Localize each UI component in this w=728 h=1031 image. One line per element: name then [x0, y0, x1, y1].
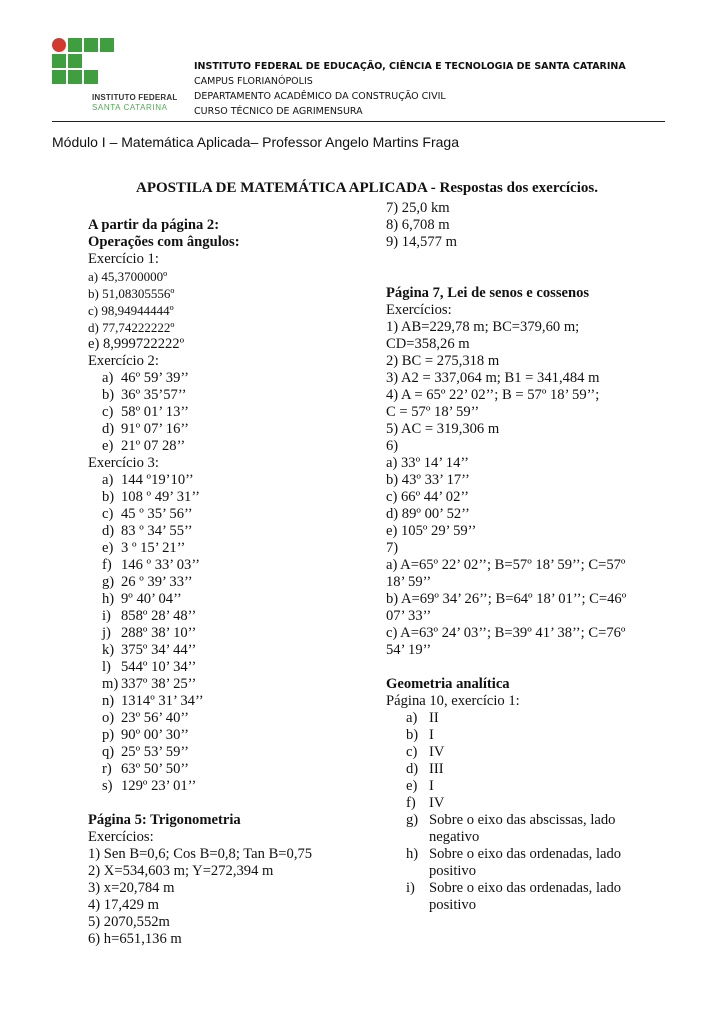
- item-text: 21º 07 28’’: [121, 438, 186, 454]
- answer-line: 2) BC = 275,318 m: [386, 353, 500, 369]
- list-item: [88, 710, 312, 727]
- answer-line: CD=358,26 m: [386, 336, 470, 352]
- list-item: [88, 540, 312, 557]
- item-text: IV: [429, 795, 445, 811]
- answer-line: e) 105º 29’ 59’’: [386, 523, 477, 539]
- right-column: [386, 200, 629, 914]
- answer-line: 1) AB=229,78 m; BC=379,60 m;: [386, 319, 580, 335]
- answer-line: e) 8,999722222º: [88, 336, 185, 352]
- item-marker: g): [102, 574, 115, 590]
- campus-name: CAMPUS FLORIANÓPOLIS: [194, 76, 313, 87]
- exercise-label: Exercício 3:: [88, 455, 159, 471]
- list-item: [88, 370, 312, 387]
- exercise-3-list: [88, 472, 312, 795]
- answer-line: 8) 6,708 m: [386, 217, 450, 233]
- list-item: [386, 880, 629, 914]
- answer-line: 3) A2 = 337,064 m; B1 = 341,484 m: [386, 370, 600, 386]
- item-marker: m): [102, 676, 119, 692]
- list-item: [386, 727, 629, 744]
- item-marker: j): [102, 625, 111, 641]
- item-marker: a): [102, 472, 114, 488]
- item-marker: a): [406, 710, 418, 726]
- item-text: 858º 28’ 48’’: [121, 608, 197, 624]
- answer-line: c) 98,94944444º: [88, 303, 174, 318]
- exercise-2-list: [88, 370, 312, 455]
- item-text: 144 º19’10’’: [121, 472, 194, 488]
- institution-logo: [52, 38, 152, 88]
- item-marker: p): [102, 727, 115, 743]
- exercise-reference: Página 10, exercício 1:: [386, 693, 520, 709]
- item-marker: d): [406, 761, 419, 777]
- list-item: [386, 744, 629, 761]
- list-item: [386, 761, 629, 778]
- item-text: 26 º 39’ 33’’: [121, 574, 193, 590]
- answer-line: 3) x=20,784 m: [88, 880, 175, 896]
- answer-line: b) 51,08305556º: [88, 286, 175, 301]
- list-item: [88, 523, 312, 540]
- item-marker: i): [406, 880, 415, 896]
- item-text: 90º 00’ 30’’: [121, 727, 190, 743]
- answer-line: 7): [386, 540, 399, 556]
- header-divider: [52, 121, 665, 122]
- logo-red-circle: [52, 38, 66, 52]
- item-marker: c): [102, 404, 114, 420]
- course-name: CURSO TÉCNICO DE AGRIMENSURA: [194, 106, 363, 117]
- item-text: II: [429, 710, 439, 726]
- item-text: 45 º 35’ 56’’: [121, 506, 193, 522]
- item-text: 46º 59’ 39’’: [121, 370, 190, 386]
- item-marker: d): [102, 421, 115, 437]
- item-text: I: [429, 727, 434, 743]
- item-marker: e): [102, 540, 114, 556]
- item-marker: c): [102, 506, 114, 522]
- list-item: [386, 778, 629, 795]
- item-text: 58º 01’ 13’’: [121, 404, 190, 420]
- section-heading: Operações com ângulos:: [88, 234, 240, 250]
- item-marker: e): [406, 778, 418, 794]
- item-text: 146 º 33’ 03’’: [121, 557, 200, 573]
- answer-line: 9) 14,577 m: [386, 234, 457, 250]
- item-text: 1314º 31’ 34’’: [121, 693, 204, 709]
- list-item: [88, 744, 312, 761]
- item-text: 544º 10’ 34’’: [121, 659, 197, 675]
- answer-line: 6) h=651,136 m: [88, 931, 182, 947]
- section-heading: Geometria analítica: [386, 676, 510, 692]
- law-answers-list: [386, 319, 629, 659]
- list-item: [88, 489, 312, 506]
- list-item: [88, 387, 312, 404]
- item-marker: e): [102, 438, 114, 454]
- item-text: IV: [429, 744, 445, 760]
- answer-line: 4) A = 65º 22’ 02’’; B = 57º 18’ 59’’;: [386, 387, 600, 403]
- item-marker: i): [102, 608, 111, 624]
- list-item: [88, 404, 312, 421]
- list-item: [88, 608, 312, 625]
- list-item: [88, 761, 312, 778]
- document-title: APOSTILA DE MATEMÁTICA APLICADA - Respostas dos exercícios.: [136, 180, 598, 196]
- module-line: Módulo I – Matemática Aplicada– Professor Angelo Martins Fraga: [52, 134, 459, 150]
- answer-line: 5) AC = 319,306 m: [386, 421, 500, 437]
- item-marker: a): [102, 370, 114, 386]
- item-marker: f): [406, 795, 416, 811]
- section-heading: Página 5: Trigonometria: [88, 812, 241, 828]
- answer-line: a) 33º 14’ 14’’: [386, 455, 470, 471]
- list-item: [88, 625, 312, 642]
- item-marker: d): [102, 523, 115, 539]
- answer-line: 6): [386, 438, 399, 454]
- item-text: 36º 35’57’’: [121, 387, 187, 403]
- geometry-answers-list: [386, 710, 629, 914]
- answer-line: C = 57º 18’ 59’’: [386, 404, 480, 420]
- answer-line: 4) 17,429 m: [88, 897, 159, 913]
- item-text: Sobre o eixo das ordenadas, lado positivo: [429, 880, 622, 913]
- item-text: Sobre o eixo das ordenadas, lado positivo: [429, 846, 622, 879]
- item-marker: b): [102, 387, 115, 403]
- institution-name: INSTITUTO FEDERAL DE EDUCAÇÃO, CIÊNCIA E TECNOLOGIA DE SANTA CATARINA: [194, 61, 626, 72]
- section-heading: Página 7, Lei de senos e cossenos: [386, 285, 590, 301]
- list-item: [88, 557, 312, 574]
- exercise-label: Exercício 1:: [88, 251, 159, 267]
- item-text: 288º 38’ 10’’: [121, 625, 197, 641]
- exercise-label: Exercício 2:: [88, 353, 159, 369]
- item-text: 3 º 15’ 21’’: [121, 540, 186, 556]
- list-item: [88, 659, 312, 676]
- logo-caption: [92, 93, 177, 113]
- list-item: [88, 591, 312, 608]
- exercises-label: Exercícios:: [88, 829, 154, 845]
- answer-line: c) 66º 44’ 02’’: [386, 489, 470, 505]
- answer-line: c) A=63º 24’ 03’’; B=39º 41’ 38’’; C=76º: [386, 625, 626, 641]
- institution-header: [194, 59, 626, 119]
- answer-line: 2) X=534,603 m; Y=272,394 m: [88, 863, 274, 879]
- answer-line: 5) 2070,552m: [88, 914, 170, 930]
- list-item: [88, 778, 312, 795]
- answer-line: d) 77,74222222º: [88, 320, 175, 335]
- answer-line: d) 89º 00’ 52’’: [386, 506, 470, 522]
- item-text: 375º 34’ 44’’: [121, 642, 197, 658]
- item-text: Sobre o eixo das abscissas, lado negativo: [429, 812, 616, 845]
- item-marker: o): [102, 710, 115, 726]
- item-marker: s): [102, 778, 113, 794]
- item-text: 108 º 49’ 31’’: [121, 489, 200, 505]
- item-marker: h): [406, 846, 419, 862]
- item-marker: f): [102, 557, 112, 573]
- item-marker: g): [406, 812, 419, 828]
- list-item: [88, 438, 312, 455]
- list-item: [386, 710, 629, 727]
- item-marker: q): [102, 744, 115, 760]
- item-marker: n): [102, 693, 115, 709]
- item-text: 337º 38’ 25’’: [121, 676, 197, 692]
- item-text: 25º 53’ 59’’: [121, 744, 190, 760]
- answer-line: 07’ 33’’: [386, 608, 432, 624]
- item-marker: c): [406, 744, 418, 760]
- answer-line: b) A=69º 34’ 26’’; B=64º 18’ 01’’; C=46º: [386, 591, 627, 607]
- answer-line: 54’ 19’’: [386, 642, 432, 658]
- item-text: 129º 23’ 01’’: [121, 778, 197, 794]
- item-marker: b): [102, 489, 115, 505]
- list-item: [88, 421, 312, 438]
- item-text: 23º 56’ 40’’: [121, 710, 190, 726]
- list-item: [88, 472, 312, 489]
- list-item: [88, 642, 312, 659]
- answer-line: 18’ 59’’: [386, 574, 432, 590]
- list-item: [386, 846, 629, 880]
- item-marker: l): [102, 659, 111, 675]
- list-item: [88, 693, 312, 710]
- logo-line1: INSTITUTO FEDERAL: [92, 93, 178, 102]
- list-item: [386, 812, 629, 846]
- list-item: [88, 676, 312, 693]
- item-text: 91º 07’ 16’’: [121, 421, 190, 437]
- answer-line: 1) Sen B=0,6; Cos B=0,8; Tan B=0,75: [88, 846, 313, 862]
- item-marker: h): [102, 591, 115, 607]
- item-marker: r): [102, 761, 112, 777]
- list-item: [386, 795, 629, 812]
- item-text: I: [429, 778, 434, 794]
- answer-line: 7) 25,0 km: [386, 200, 450, 216]
- department-name: DEPARTAMENTO ACADÊMICO DA CONSTRUÇÃO CIVIL: [194, 91, 446, 102]
- list-item: [88, 574, 312, 591]
- exercises-label: Exercícios:: [386, 302, 452, 318]
- section-heading: A partir da página 2:: [88, 217, 220, 233]
- list-item: [88, 506, 312, 523]
- item-marker: b): [406, 727, 419, 743]
- answer-line: a) A=65º 22’ 02’’; B=57º 18’ 59’’; C=57º: [386, 557, 626, 573]
- item-marker: k): [102, 642, 115, 658]
- logo-line2: SANTA CATARINA: [92, 103, 168, 112]
- list-item: [88, 727, 312, 744]
- item-text: 9º 40’ 04’’: [121, 591, 182, 607]
- answer-line: a) 45,3700000º: [88, 269, 168, 284]
- item-text: 63º 50’ 50’’: [121, 761, 190, 777]
- item-text: III: [429, 761, 444, 777]
- answer-line: b) 43º 33’ 17’’: [386, 472, 470, 488]
- left-column: [88, 200, 312, 948]
- item-text: 83 º 34’ 55’’: [121, 523, 193, 539]
